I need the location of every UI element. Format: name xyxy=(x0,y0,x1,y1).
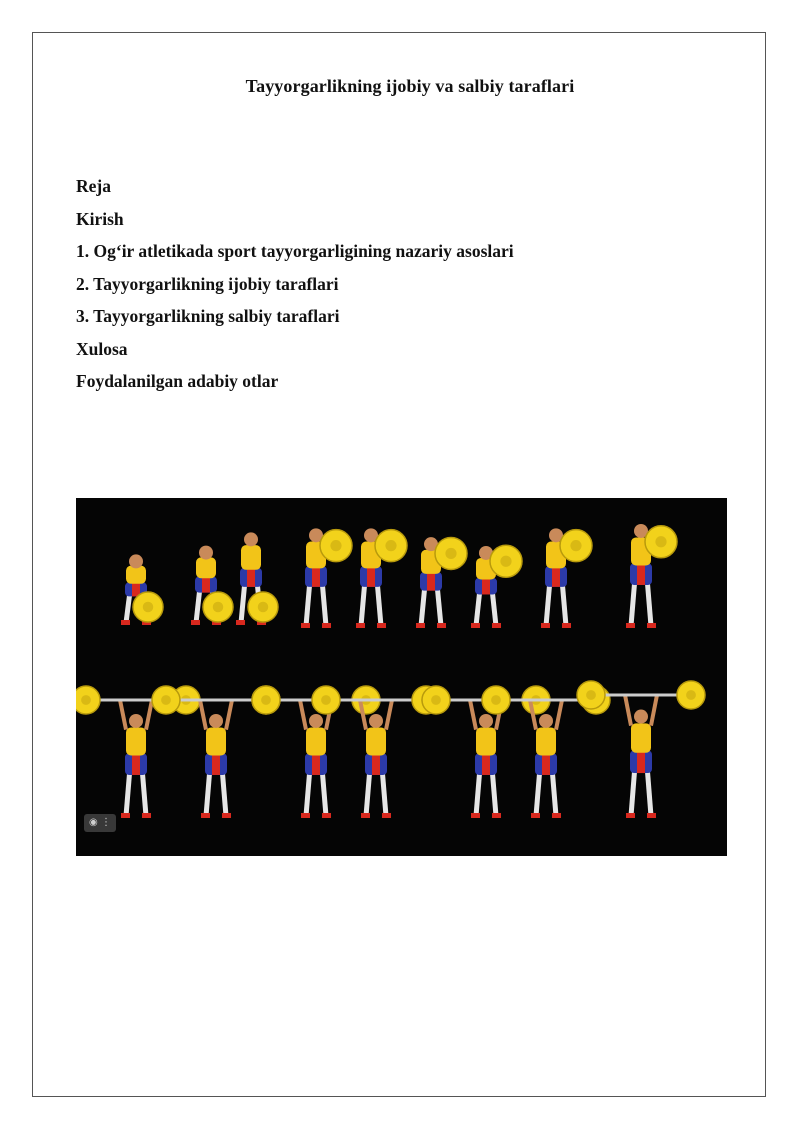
lifter-arm xyxy=(300,700,306,730)
barbell-hub xyxy=(491,695,501,705)
lifter-shoe xyxy=(377,623,386,628)
lifter-shoe xyxy=(142,813,151,818)
lifter-shoe xyxy=(437,623,446,628)
lifter-shoe xyxy=(647,813,656,818)
lifter-arm xyxy=(226,700,232,730)
toc-item-section-2: 2. Tayyorgarlikning ijobiy taraflari xyxy=(76,273,339,294)
lifter-shorts-stripe xyxy=(247,568,255,587)
lifter-shoe xyxy=(301,623,310,628)
lifter-shorts-stripe xyxy=(132,753,140,775)
lifter-arm xyxy=(386,700,392,730)
lifter-shorts-stripe xyxy=(637,563,645,585)
lifter-head xyxy=(309,714,323,728)
lifter-shoe xyxy=(541,623,550,628)
lifter-head xyxy=(369,714,383,728)
table-of-contents xyxy=(76,172,726,400)
toc-item-section-3: 3. Tayyorgarlikning salbiy taraflari xyxy=(76,306,340,326)
lifter-head xyxy=(479,714,493,728)
lifter-shoe xyxy=(626,813,635,818)
lifter-shoe xyxy=(492,813,501,818)
barbell-hub xyxy=(431,695,441,705)
lifter-shorts-stripe xyxy=(312,753,320,775)
lifter-head xyxy=(199,546,213,560)
lifter-shoe xyxy=(322,813,331,818)
document-title: Tayyorgarlikning ijobiy va salbiy taraflari xyxy=(245,76,575,96)
lifter-shoe xyxy=(121,620,130,625)
lifter-shoe xyxy=(552,813,561,818)
lifter-arm xyxy=(200,700,206,730)
lifter-shoe xyxy=(301,813,310,818)
eye-icon: ◉ xyxy=(89,817,98,828)
lifter-head xyxy=(129,714,143,728)
lifter-shoe xyxy=(492,623,501,628)
lifter-head xyxy=(539,714,553,728)
weightlifting-sequence-illustration xyxy=(76,498,727,856)
lifter-shoe xyxy=(356,623,365,628)
lifter-torso xyxy=(241,545,261,570)
lifter-shorts-stripe xyxy=(542,753,550,775)
lifter-shorts-stripe xyxy=(212,753,220,775)
lifter-torso xyxy=(631,723,651,752)
weightlifting-sequence-image xyxy=(76,498,727,856)
barbell-hub xyxy=(385,540,396,551)
barbell-hub xyxy=(143,602,154,613)
lifter-torso xyxy=(306,727,326,755)
lifter-shoe xyxy=(361,813,370,818)
toc-item-kirish: Kirish xyxy=(76,208,124,229)
lifter-head xyxy=(634,710,648,724)
barbell-hub xyxy=(161,695,171,705)
lifter-shorts-stripe xyxy=(482,753,490,775)
lifter-torso xyxy=(366,727,386,755)
lifter-torso xyxy=(476,727,496,755)
lifter-arm xyxy=(120,700,126,730)
lifter-arm xyxy=(625,695,631,726)
lifter-shoe xyxy=(382,813,391,818)
lifter-torso xyxy=(206,727,226,755)
lifter-shoe xyxy=(531,813,540,818)
lifter-torso xyxy=(126,727,146,755)
lifter-arm xyxy=(556,700,562,730)
lifter-arm xyxy=(146,700,152,730)
barbell-hub xyxy=(330,540,341,551)
lifter-torso xyxy=(536,727,556,755)
barbell-hub xyxy=(586,690,596,700)
lifter-shoe xyxy=(222,813,231,818)
lifter-shorts-stripe xyxy=(312,566,320,587)
more-icon: ⋮ xyxy=(100,817,111,828)
lifter-shoe xyxy=(626,623,635,628)
lifter-shoe xyxy=(121,813,130,818)
lifter-head xyxy=(244,532,258,546)
lifter-shorts-stripe xyxy=(637,750,645,773)
barbell-hub xyxy=(686,690,696,700)
toc-item-section-1: 1. Og‘ir atletikada sport tayyorgarligining nazariy asoslari xyxy=(76,241,514,261)
lifter-head xyxy=(129,554,143,568)
lifter-head xyxy=(209,714,223,728)
lifter-shoe xyxy=(562,623,571,628)
lifter-shoe xyxy=(236,620,245,625)
lifter-arm xyxy=(651,695,657,726)
lifter-shoe xyxy=(201,813,210,818)
barbell-hub xyxy=(445,548,456,559)
barbell-hub xyxy=(570,540,581,551)
lifter-shoe xyxy=(322,623,331,628)
lifter-shoe xyxy=(471,623,480,628)
lifter-arm xyxy=(470,700,476,730)
lifter-shorts-stripe xyxy=(552,566,560,587)
lifter-shorts-stripe xyxy=(482,578,490,595)
barbell-hub xyxy=(261,695,271,705)
image-overlay-badge xyxy=(84,814,116,832)
lifter-shoe xyxy=(416,623,425,628)
barbell-hub xyxy=(500,556,511,567)
lifter-torso xyxy=(196,557,216,578)
barbell-hub xyxy=(258,602,269,613)
lifter-shorts-stripe xyxy=(372,753,380,775)
barbell-hub xyxy=(321,695,331,705)
toc-item-xulosa: Xulosa xyxy=(76,338,128,359)
lifter-shorts-stripe xyxy=(427,572,435,591)
toc-item-reja: Reja xyxy=(76,176,111,196)
barbell-hub xyxy=(213,602,224,613)
lifter-shoe xyxy=(191,620,200,625)
lifter-shorts-stripe xyxy=(202,577,210,593)
barbell-hub xyxy=(655,536,666,547)
lifter-shoe xyxy=(471,813,480,818)
lifter-shorts-stripe xyxy=(367,566,375,587)
toc-item-references: Foydalanilgan adabiy otlar xyxy=(76,371,279,391)
barbell-hub xyxy=(81,695,91,705)
lifter-shoe xyxy=(647,623,656,628)
